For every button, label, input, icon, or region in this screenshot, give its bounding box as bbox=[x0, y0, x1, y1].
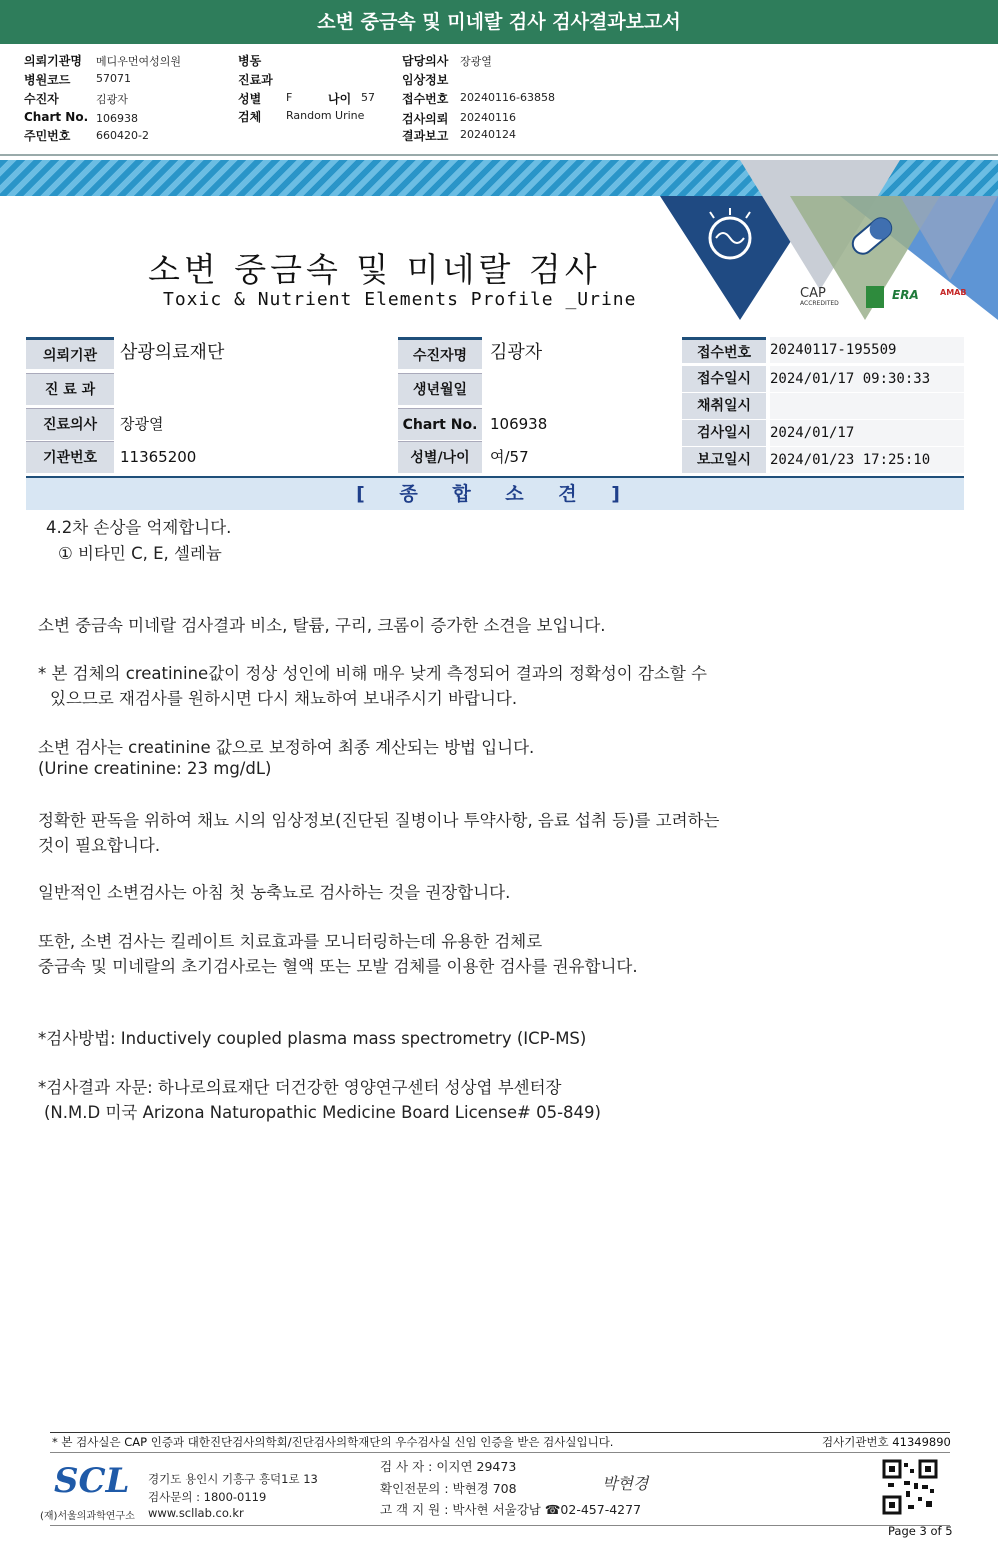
info-value: 장광열 bbox=[460, 55, 492, 68]
info-value: 106938 bbox=[96, 112, 138, 125]
footer-box bbox=[40, 1452, 950, 1526]
page-subtitle: Toxic & Nutrient Elements Profile _Urine bbox=[163, 289, 637, 310]
info-label: 담당의사 bbox=[402, 54, 449, 68]
body-line: ① 비타민 C, E, 셀레늄 bbox=[58, 544, 222, 563]
body-line: (N.M.D 미국 Arizona Naturopathic Medicine Board License# 05-849) bbox=[44, 1103, 601, 1122]
footer-institution-code: 검사기관번호 41349890 bbox=[822, 1435, 951, 1449]
info-label: 진료과 bbox=[238, 73, 273, 87]
info-label: 접수번호 bbox=[402, 92, 449, 106]
lm-logo-icon bbox=[866, 286, 884, 308]
label-physician: 진료의사 bbox=[26, 408, 114, 440]
body-line: 일반적인 소변검사는 아침 첫 농축뇨로 검사하는 것을 권장합니다. bbox=[38, 883, 511, 902]
info-value: F bbox=[286, 91, 293, 104]
report-banner-title: 소변 중금속 및 미네랄 검사 검사결과보고서 bbox=[0, 0, 998, 44]
info-value: 57071 bbox=[96, 72, 131, 85]
page-title: 소변 중금속 및 미네랄 검사 bbox=[148, 250, 601, 289]
value-collection-datetime bbox=[770, 393, 964, 419]
info-label: 병원코드 bbox=[24, 73, 71, 87]
body-line: 정확한 판독을 위하여 채뇨 시의 임상정보(진단된 질병이나 투약사항, 음료 섭취 등)를 고려하는 bbox=[38, 811, 720, 830]
amab-logo-icon: AMAB bbox=[940, 288, 967, 297]
value-receipt-datetime: 2024/01/17 09:30:33 bbox=[770, 366, 964, 392]
scl-logo-icon: SCL bbox=[54, 1461, 130, 1501]
label-chart-no: Chart No. bbox=[398, 408, 482, 440]
info-value: 660420-2 bbox=[96, 129, 149, 142]
info-label: Chart No. bbox=[24, 110, 89, 124]
info-value: 메디우먼여성의원 bbox=[96, 55, 182, 68]
label-birthdate: 생년월일 bbox=[398, 373, 482, 405]
value-department bbox=[120, 373, 395, 405]
info-label: 주민번호 bbox=[24, 129, 71, 143]
label-collection-datetime: 채취일시 bbox=[682, 393, 766, 419]
body-line: 중금속 및 미네랄의 초기검사로는 혈액 또는 모발 검체를 이용한 검사를 권유합니다. bbox=[38, 957, 638, 976]
label-patient-name: 수진자명 bbox=[398, 337, 482, 369]
info-value: 57 bbox=[361, 91, 375, 104]
value-org-number: 11365200 bbox=[120, 448, 197, 466]
value-physician: 장광열 bbox=[120, 415, 164, 433]
label-org-number: 기관번호 bbox=[26, 441, 114, 473]
value-sex-age: 여/57 bbox=[490, 448, 529, 466]
value-chart-no: 106938 bbox=[490, 415, 548, 433]
footer-org-name: (재)서울의과학연구소 bbox=[40, 1511, 135, 1522]
info-label: 검사의뢰 bbox=[402, 112, 449, 126]
page-number: Page 3 of 5 bbox=[888, 1524, 953, 1538]
footer-examiner: 검 사 자 : 이지연 29473 bbox=[380, 1459, 517, 1474]
info-label: 수진자 bbox=[24, 92, 59, 106]
cap-logo-icon: CAP bbox=[800, 286, 826, 301]
signature: 박현경 bbox=[602, 1474, 649, 1493]
value-report-datetime: 2024/01/23 17:25:10 bbox=[770, 447, 964, 473]
label-receipt-datetime: 접수일시 bbox=[682, 366, 766, 392]
label-report-datetime: 보고일시 bbox=[682, 447, 766, 473]
body-line: (Urine creatinine: 23 mg/dL) bbox=[38, 759, 272, 778]
body-line: 또한, 소변 검사는 킬레이트 치료효과를 모니터링하는데 유용한 검체로 bbox=[38, 932, 543, 951]
label-sex-age: 성별/나이 bbox=[398, 441, 482, 473]
value-birthdate bbox=[490, 373, 676, 405]
footer-certification-note: * 본 검사실은 CAP 인증과 대한진단검사의학회/진단검사의학재단의 우수검사실 신임 인증을 받은 검사실입니다. bbox=[52, 1435, 614, 1449]
info-label: 결과보고 bbox=[402, 129, 449, 143]
top-info-block bbox=[0, 44, 998, 156]
body-line: 있으므로 재검사를 원하시면 다시 채뇨하여 보내주시기 바랍니다. bbox=[50, 689, 518, 708]
info-value: 20240124 bbox=[460, 128, 516, 141]
era-logo-icon: ERA bbox=[892, 288, 919, 302]
footer-support: 고 객 지 원 : 박사현 서울강남 ☎02-457-4277 bbox=[380, 1502, 642, 1517]
body-line: 소변 검사는 creatinine 값으로 보정하여 최종 계산되는 방법 입니다. bbox=[38, 738, 535, 757]
footer-specialist: 확인전문의 : 박현경 708 bbox=[380, 1481, 517, 1496]
info-label: 의뢰기관명 bbox=[24, 54, 82, 68]
info-label: 병동 bbox=[238, 54, 262, 68]
cap-logo-sub: ACCREDITED bbox=[800, 300, 839, 307]
info-label: 임상정보 bbox=[402, 73, 449, 87]
label-department: 진 료 과 bbox=[26, 373, 114, 405]
info-value: 김광자 bbox=[96, 93, 128, 106]
body-line: 4.2차 손상을 억제합니다. bbox=[46, 518, 232, 537]
value-receipt-number: 20240117-195509 bbox=[770, 337, 964, 363]
section-title-summary: [ 종 합 소 견 ] bbox=[26, 476, 964, 510]
value-test-datetime: 2024/01/17 bbox=[770, 420, 964, 446]
value-requesting-org: 삼광의료재단 bbox=[120, 342, 225, 363]
footer-divider bbox=[50, 1432, 950, 1433]
info-value: Random Urine bbox=[286, 109, 365, 122]
body-line: *검사결과 자문: 하나로의료재단 더건강한 영양연구센터 성상엽 부센터장 bbox=[38, 1078, 562, 1097]
info-label: 검체 bbox=[238, 110, 262, 124]
label-requesting-org: 의뢰기관 bbox=[26, 337, 114, 369]
footer-address: 경기도 용인시 기흥구 흥덕1로 13 bbox=[148, 1472, 318, 1486]
footer-phone: 검사문의 : 1800-0119 bbox=[148, 1490, 267, 1504]
label-receipt-number: 접수번호 bbox=[682, 337, 766, 363]
footer-website[interactable]: www.scllab.co.kr bbox=[148, 1506, 244, 1520]
info-label: 나이 bbox=[328, 92, 352, 106]
value-patient-name: 김광자 bbox=[490, 342, 543, 363]
body-line: * 본 검체의 creatinine값이 정상 성인에 비해 매우 낮게 측정되어 결과의 정확성이 감소할 수 bbox=[38, 664, 707, 683]
label-test-datetime: 검사일시 bbox=[682, 420, 766, 446]
info-value: 20240116-63858 bbox=[460, 91, 555, 104]
body-line: 소변 중금속 미네랄 검사결과 비소, 탈륨, 구리, 크롬이 증가한 소견을 보입니다. bbox=[38, 616, 606, 635]
info-value: 20240116 bbox=[460, 111, 516, 124]
info-label: 성별 bbox=[238, 92, 262, 106]
qr-code-icon bbox=[882, 1459, 938, 1515]
body-line: *검사방법: Inductively coupled plasma mass spectrometry (ICP-MS) bbox=[38, 1029, 587, 1048]
body-line: 것이 필요합니다. bbox=[38, 836, 161, 855]
